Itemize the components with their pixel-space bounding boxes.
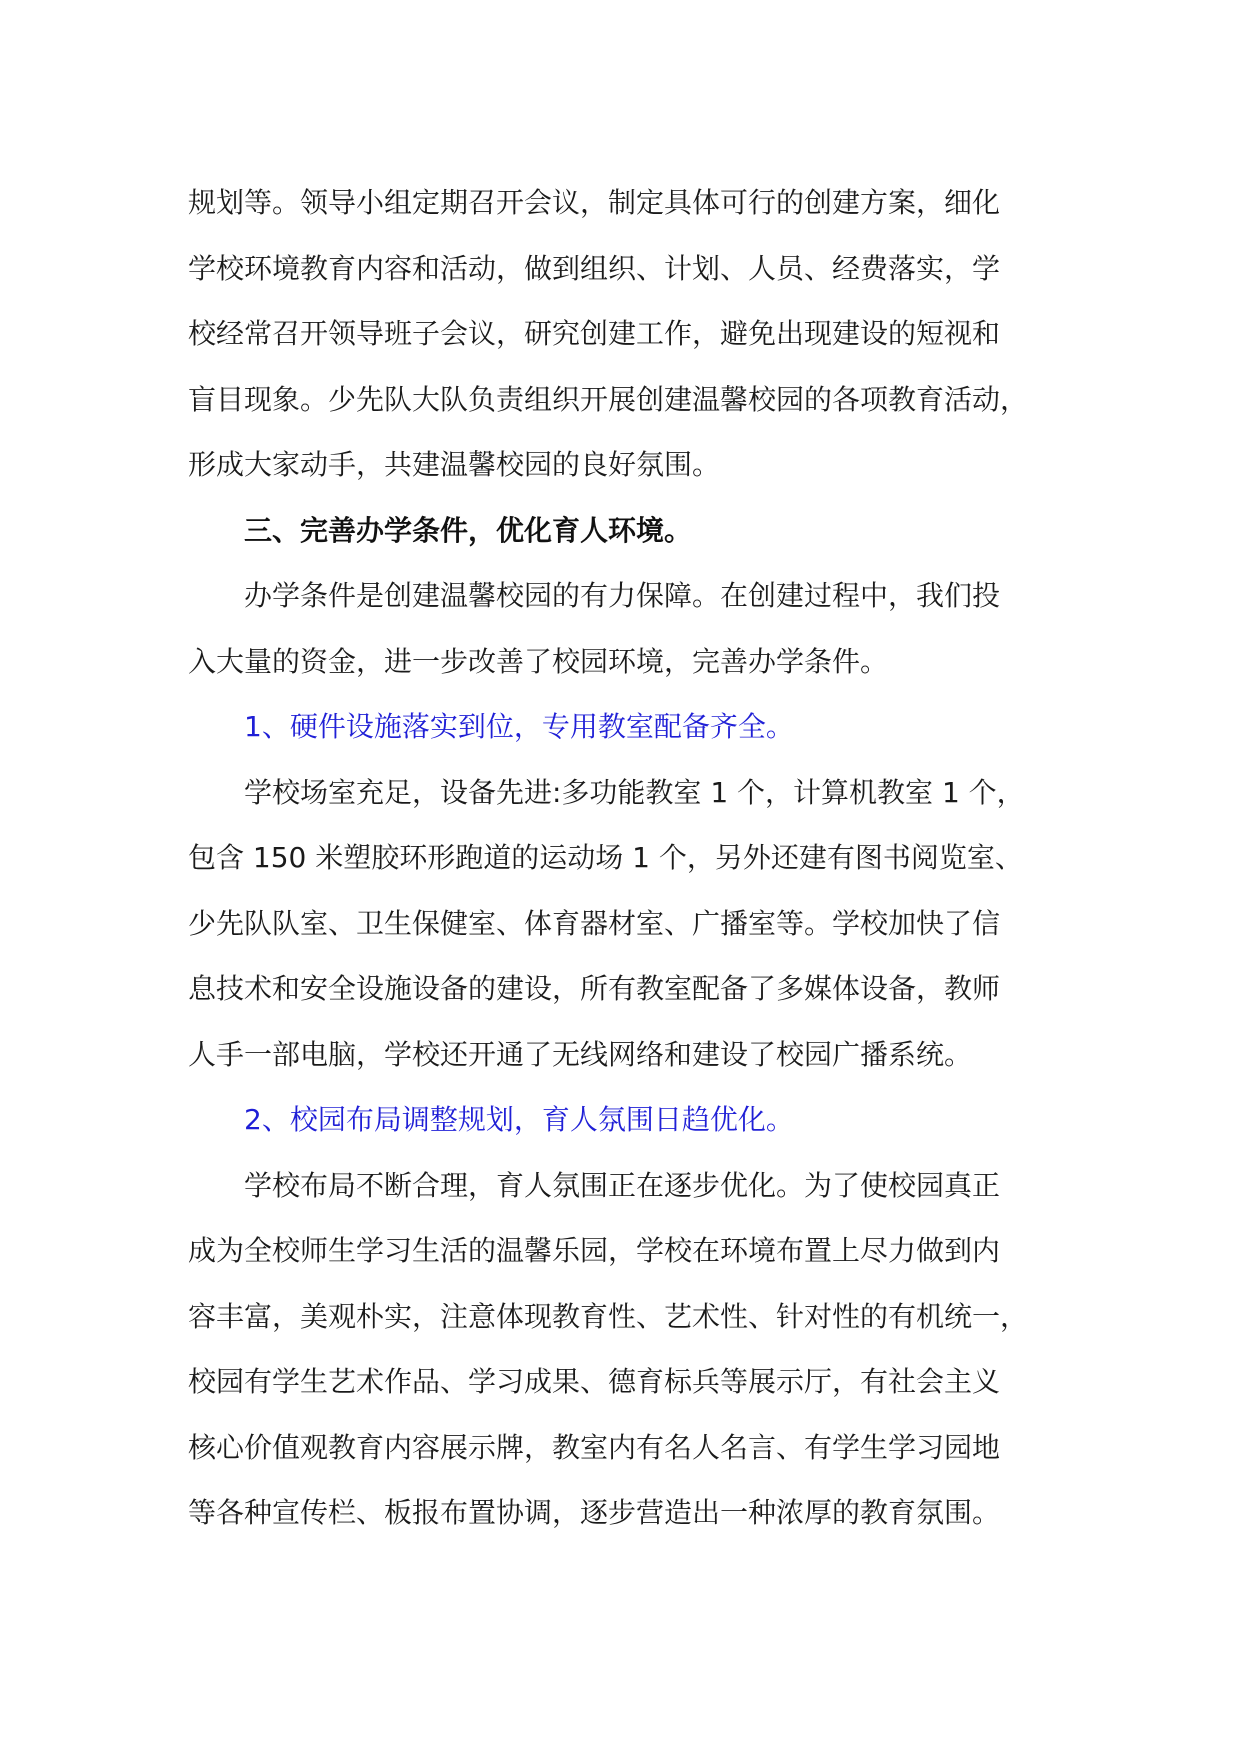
paragraph-line: 学校场室充足，设备先进:多功能教室 1 个，计算机教室 1 个， <box>244 775 1025 809</box>
document-body <box>188 170 1068 1546</box>
paragraph-line: 等各种宣传栏、板报布置协调，逐步营造出一种浓厚的教育氛围。 <box>188 1496 1001 1529</box>
paragraph-line: 形成大家动手，共建温馨校园的良好氛围。 <box>188 448 721 481</box>
paragraph-line: 学校环境教育内容和活动，做到组织、计划、人员、经费落实，学 <box>188 251 1001 285</box>
paragraph-line: 入大量的资金，进一步改善了校园环境，完善办学条件。 <box>188 644 889 678</box>
paragraph-line: 校园有学生艺术作品、学习成果、德育标兵等展示厅，有社会主义 <box>188 1365 1001 1398</box>
paragraph-line: 规划等。领导小组定期召开会议，制定具体可行的创建方案，细化 <box>188 186 1001 219</box>
paragraph-line: 息技术和安全设施设备的建设，所有教室配备了多媒体设备，教师 <box>188 972 1001 1005</box>
paragraph-line: 包含 150 米塑胶环形跑道的运动场 1 个，另外还建有图书阅览室、 <box>188 841 1023 874</box>
paragraph-line: 盲目现象。少先队大队负责组织开展创建温馨校园的各项教育活动， <box>188 382 1029 416</box>
subsection-heading: 1、硬件设施落实到位，专用教室配备齐全。 <box>244 710 794 743</box>
paragraph-line: 人手一部电脑，学校还开通了无线网络和建设了校园广播系统。 <box>188 1037 973 1071</box>
paragraph-line: 少先队队室、卫生保健室、体育器材室、广播室等。学校加快了信 <box>188 906 1001 940</box>
paragraph-line: 学校布局不断合理，育人氛围正在逐步优化。为了使校园真正 <box>244 1168 1001 1202</box>
paragraph-line: 办学条件是创建温馨校园的有力保障。在创建过程中，我们投 <box>244 579 1001 612</box>
paragraph-line: 成为全校师生学习生活的温馨乐园，学校在环境布置上尽力做到内 <box>188 1234 1001 1267</box>
paragraph-line: 校经常召开领导班子会议，研究创建工作，避免出现建设的短视和 <box>188 317 1001 350</box>
section-heading: 三、完善办学条件，优化育人环境。 <box>244 513 693 547</box>
paragraph-line: 核心价值观教育内容展示牌，教室内有名人名言、有学生学习园地 <box>188 1430 1001 1464</box>
subsection-heading: 2、校园布局调整规划，育人氛围日趋优化。 <box>244 1103 794 1136</box>
paragraph-line: 容丰富，美观朴实，注意体现教育性、艺术性、针对性的有机统一， <box>188 1299 1029 1333</box>
